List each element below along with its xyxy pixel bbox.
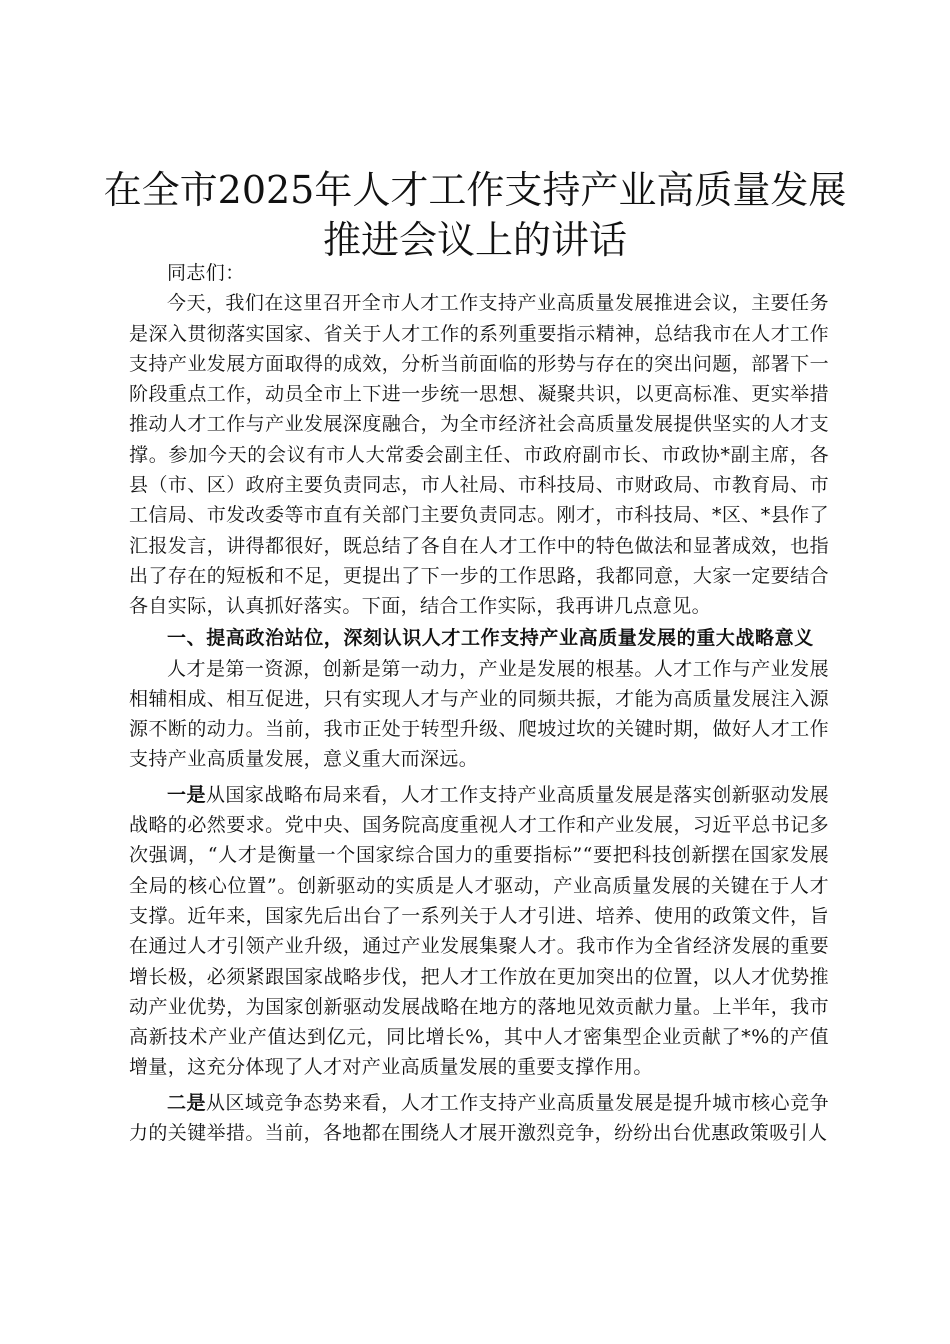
title-line-2: 推进会议上的讲话	[322, 218, 627, 262]
paragraph-point-2	[129, 1088, 829, 1149]
point-2-lead: 二是	[167, 1091, 206, 1114]
point-2-text: 从区域竞争态势来看，人才工作支持产业高质量发展是提升城市核心竞争力的关键举措。当前，各地都在围绕人才展开激烈竞争，纷纷出台优惠政策吸引人	[129, 1091, 829, 1145]
point-1-text: 从国家战略布局来看，人才工作支持产业高质量发展是落实创新驱动发展战略的必然要求。党中央、国务院高度重视人才工作和产业发展，习近平总书记多次强调，“人才是衡量一个国家综合国力的重要指标”“要把科技创新摆在国家发展全局的核心位置”。创新驱动的实质是人才驱动，产业高质量发展的关键在于人才支撑。近年来，国家先后出台了一系列关于人才引进、培养、使用的政策文件，旨在通过人才引领产业升级，通过产业发展集聚人才。我市作为全省经济发展的重要增长极，必须紧跟国家战略步伐，把人才工作放在更加突出的位置，以人才优势推动产业优势，为国家创新驱动发展战略在地方的落地见效贡献力量。上半年，我市高新技术产业产值达到亿元，同比增长%，其中人才密集型企业贡献了*%的产值增量，这充分体现了人才对产业高质量发展的重要支撑作用。	[129, 783, 829, 1079]
point-1-lead: 一是	[167, 783, 206, 806]
salutation: 同志们：	[167, 262, 245, 284]
paragraph-point-1	[129, 780, 829, 1083]
document-body	[129, 258, 829, 1148]
paragraph-section1-intro: 人才是第一资源，创新是第一动力，产业是发展的根基。人才工作与产业发展相辅相成、相互促进，只有实现人才与产业的同频共振，才能为高质量发展注入源源不断的动力。当前，我市正处于转型升级、爬坡过坎的关键时期，做好人才工作支持产业高质量发展，意义重大而深远。	[129, 657, 829, 771]
title-line-1: 在全市2025年人才工作支持产业高质量发展	[103, 168, 847, 212]
section-heading-1: 一、提高政治站位，深刻认识人才工作支持产业高质量发展的重大战略意义	[167, 626, 814, 649]
document-title	[100, 165, 850, 265]
paragraph-intro: 今天，我们在这里召开全市人才工作支持产业高质量发展推进会议，主要任务是深入贯彻落实国家、省关于人才工作的系列重要指示精神，总结我市在人才工作支持产业发展方面取得的成效，分析当前面临的形势与存在的突出问题，部署下一阶段重点工作，动员全市上下进一步统一思想、凝聚共识，以更高标准、更实举措推动人才工作与产业发展深度融合，为全市经济社会高质量发展提供坚实的人才支撑。参加今天的会议有市人大常委会副主任、市政府副市长、市政协*副主席，各县（市、区）政府主要负责同志，市人社局、市科技局、市财政局、市教育局、市工信局、市发改委等市直有关部门主要负责同志。刚才，市科技局、*区、*县作了汇报发言，讲得都很好，既总结了各自在人才工作中的特色做法和显著成效，也指出了存在的短板和不足，更提出了下一步的工作思路，我都同意，大家一定要结合各自实际，认真抓好落实。下面，结合工作实际，我再讲几点意见。	[129, 292, 829, 618]
